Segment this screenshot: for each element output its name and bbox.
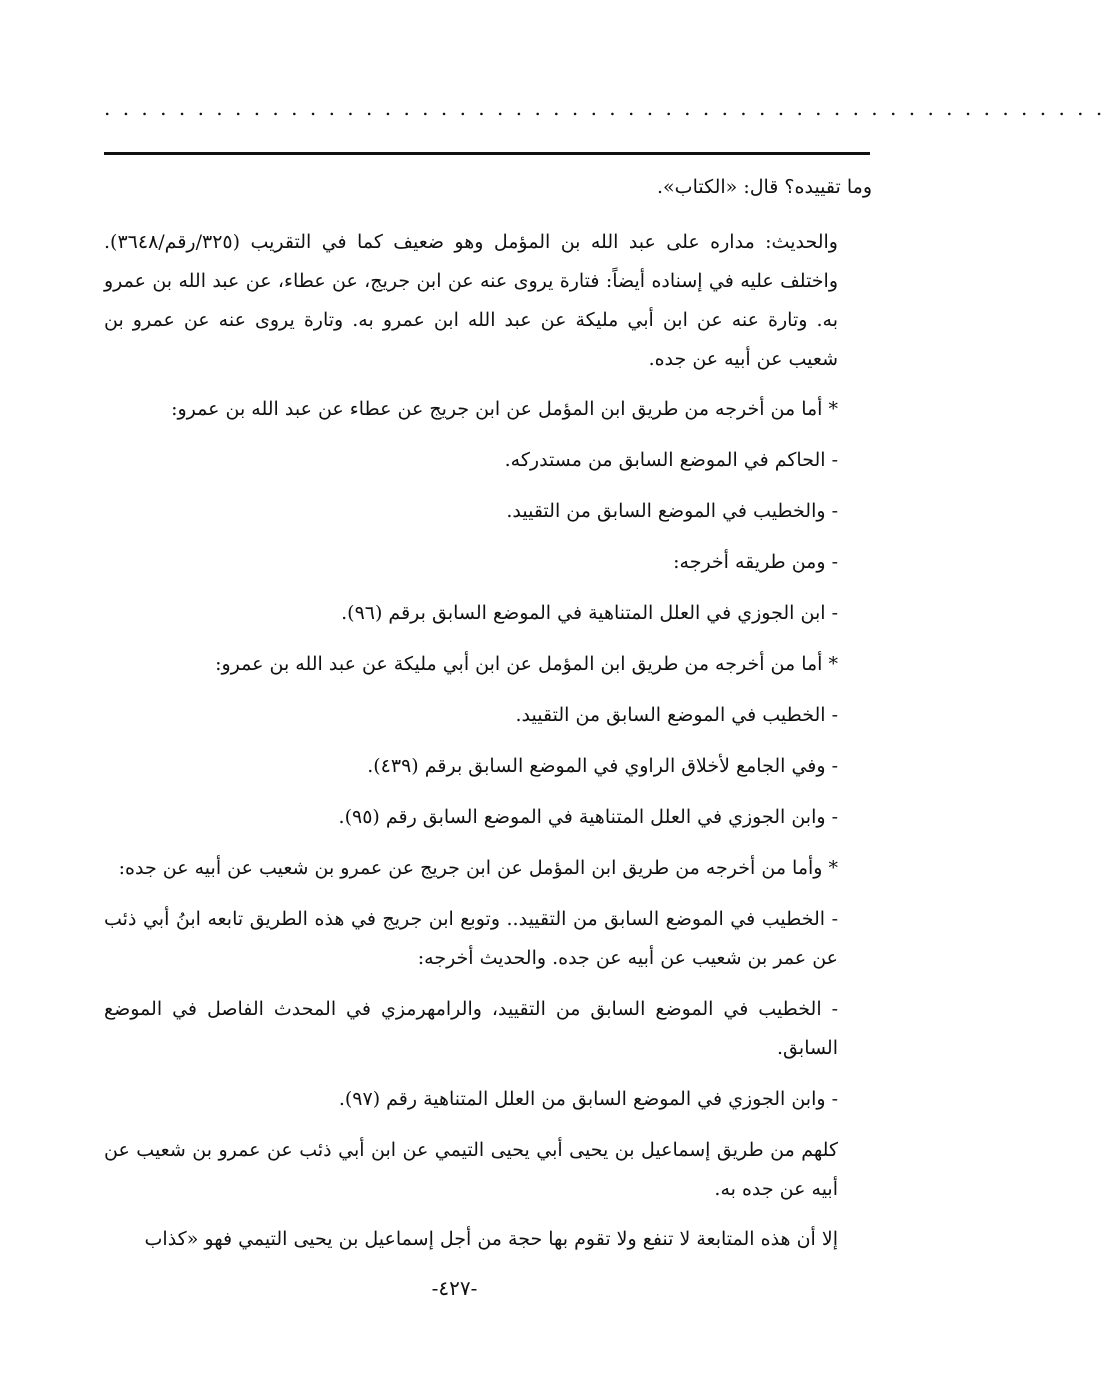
header-dotted-line: . . . . . . . . . . . . . . . . . . . . . . . . . . . . . . . . . . . . . . . . . . . . . . . . . . . . . .: [104, 96, 1105, 120]
citation-item: - الخطيب في الموضع السابق من التقييد.: [515, 704, 838, 726]
citation-item: - الحاكم في الموضع السابق من مستدركه.: [504, 449, 838, 471]
paragraph-conclusion: إلا أن هذه المتابعة لا تنفع ولا تقوم بها حجة من أجل إسماعيل بن يحيى التيمي فهو «كذاب: [144, 1228, 838, 1250]
section-heading-amr-bin-shuayb: * وأما من أخرجه من طريق ابن المؤمل عن ابن جريج عن عمرو بن شعيب عن أبيه عن جده:: [118, 857, 838, 879]
citation-item: - ابن الجوزي في العلل المتناهية في الموضع السابق برقم (٩٦).: [341, 602, 838, 624]
section-heading-ata: * أما من أخرجه من طريق ابن المؤمل عن ابن جريج عن عطاء عن عبد الله بن عمرو:: [171, 398, 838, 420]
citation-item: - والخطيب في الموضع السابق من التقييد.: [506, 500, 838, 522]
page-number: -٤٢٧-: [431, 1276, 478, 1300]
citation-item: - ومن طريقه أخرجه:: [673, 551, 838, 573]
section-heading-abi-mulayka: * أما من أخرجه من طريق ابن المؤمل عن ابن أبي مليكة عن عبد الله بن عمرو:: [215, 653, 838, 675]
citation-item: - الخطيب في الموضع السابق من التقييد، والرامهرمزي في المحدث الفاصل في الموضع السابق.: [104, 998, 838, 1059]
header-rule: [104, 152, 870, 155]
paragraph-chain-summary: كلهم من طريق إسماعيل بن يحيى أبي يحيى التيمي عن ابن أبي ذئب عن عمرو بن شعيب عن أبيه عن جده به.: [104, 1139, 838, 1200]
citation-item: - الخطيب في الموضع السابق من التقييد.. وتوبع ابن جريج في هذه الطريق تابعه ابنُ أبي ذئب عن عمر بن شعيب عن أبيه عن جده. والحديث أخرجه:: [104, 908, 838, 969]
citation-item: - وفي الجامع لأخلاق الراوي في الموضع السابق برقم (٤٣٩).: [367, 755, 838, 777]
paragraph-intro: وما تقييده؟ قال: «الكتاب».: [657, 176, 872, 198]
paragraph-hadith-analysis: والحديث: مداره على عبد الله بن المؤمل وهو ضعيف كما في التقريب (٣٢٥/رقم/٣٦٤٨). واختلف عليه في إسناده أيضاً: فتارة يروى عنه عن ابن جريج، عن عطاء، عن عبد الله بن عمرو به. وتارة عنه عن ابن أبي مليكة عن عبد الله ابن عمرو به. وتارة يروى عنه عن عمرو بن شعيب عن أبيه عن جده.: [104, 231, 838, 370]
citation-item: - وابن الجوزي في الموضع السابق من العلل المتناهية رقم (٩٧).: [338, 1088, 838, 1110]
main-text: [104, 168, 872, 1270]
citation-item: - وابن الجوزي في العلل المتناهية في الموضع السابق رقم (٩٥).: [338, 806, 838, 828]
